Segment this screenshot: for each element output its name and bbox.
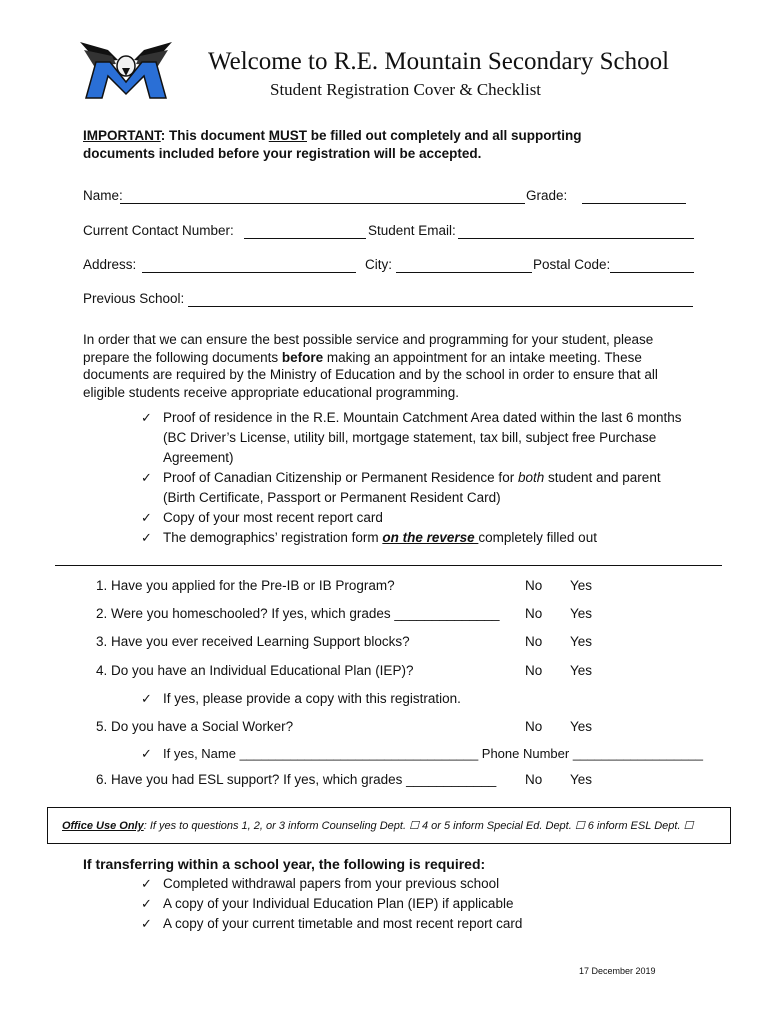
question-6: 6. Have you had ESL support? If yes, which grades ____________ (96, 772, 497, 787)
must-label: MUST (268, 128, 307, 143)
question-1: 1. Have you applied for the Pre-IB or IB Program? (96, 578, 395, 593)
q2-yes[interactable]: Yes (570, 606, 593, 621)
school-logo (78, 36, 174, 102)
checkmark-icon: ✓ (141, 896, 152, 911)
question-4-note: If yes, please provide a copy with this registration. (163, 691, 461, 706)
intro-l2a: prepare the following documents (83, 349, 282, 365)
checkmark-icon: ✓ (141, 691, 152, 706)
section-divider (55, 565, 722, 566)
q6-yes[interactable]: Yes (570, 772, 593, 787)
footer-date: 17 December 2019 (579, 966, 656, 976)
office-use-instructions: : If yes to questions 1, 2, or 3 inform Counseling Dept. ☐ 4 or 5 inform Special Ed. Dept. ☐ 6 inform ESL Dept. ☐ (143, 820, 694, 832)
q1-no[interactable]: No (525, 578, 543, 593)
q3-yes[interactable]: Yes (570, 634, 593, 649)
intro-paragraph (83, 331, 693, 401)
check-item-3: Copy of your most recent report card (163, 510, 383, 525)
question-5: 5. Do you have a Social Worker? (96, 719, 294, 734)
question-3: 3. Have you ever received Learning Support blocks? (96, 634, 410, 649)
transfer-item-3: A copy of your current timetable and most recent report card (163, 916, 523, 931)
address-field[interactable] (142, 272, 356, 273)
address-label: Address: (83, 257, 137, 272)
previous-school-field[interactable] (188, 306, 693, 307)
checkmark-icon: ✓ (141, 746, 152, 761)
important-line2: documents included before your registration will be accepted. (83, 146, 482, 161)
email-label: Student Email: (368, 223, 456, 238)
important-label: IMPORTANT (83, 128, 161, 143)
page-title: Welcome to R.E. Mountain Secondary School (208, 48, 670, 75)
important-notice (83, 128, 582, 143)
question-2: 2. Were you homeschooled? If yes, which grades ______________ (96, 606, 500, 621)
office-use-box (47, 807, 731, 844)
grade-label: Grade: (526, 188, 568, 203)
q3-no[interactable]: No (525, 634, 543, 649)
checkmark-icon: ✓ (141, 470, 152, 485)
name-field[interactable] (120, 203, 525, 204)
page-subtitle: Student Registration Cover & Checklist (270, 80, 542, 99)
intro-line-1: In order that we can ensure the best possible service and programming for your student, please (83, 332, 654, 347)
intro-line-3: documents are required by the Ministry of Education and by the school in order to ensure that all (83, 367, 658, 382)
intro-line-4: eligible students receive appropriate educational programming. (83, 384, 459, 400)
check-item-1-l1: Proof of residence in the R.E. Mountain Catchment Area dated within the last 6 months (163, 410, 682, 425)
contact-field[interactable] (244, 238, 366, 239)
transfer-item-1: Completed withdrawal papers from your previous school (163, 876, 500, 891)
q5-yes[interactable]: Yes (570, 719, 593, 734)
check-item-1-l3: Agreement) (163, 450, 234, 465)
city-field[interactable] (396, 272, 532, 273)
checkmark-icon: ✓ (141, 916, 152, 931)
check-item-2a: Proof of Canadian Citizenship or Permanent Residence for (163, 470, 518, 485)
important-text-b: be filled out completely and all supporting (307, 128, 582, 143)
postal-field[interactable] (610, 272, 694, 273)
transfer-heading: If transferring within a school year, the following is required: (83, 856, 486, 872)
previous-school-label: Previous School: (83, 291, 185, 306)
q6-no[interactable]: No (525, 772, 543, 787)
question-4: 4. Do you have an Individual Educational Plan (IEP)? (96, 663, 414, 678)
q2-no[interactable]: No (525, 606, 543, 621)
transfer-item-2: A copy of your Individual Education Plan (IEP) if applicable (163, 896, 514, 911)
check-item-2-both: both (517, 470, 545, 485)
office-use-label: Office Use Only (62, 820, 144, 832)
important-text-a: : This document (160, 128, 269, 143)
check-item-4 (163, 530, 597, 545)
intro-l2c: making an appointment for an intake meeting. These (323, 349, 642, 365)
intro-line-2 (83, 349, 693, 367)
check-item-2 (163, 470, 661, 485)
check-item-4c: completely filled out (478, 530, 597, 545)
email-field[interactable] (458, 238, 694, 239)
check-item-2-l2: (Birth Certificate, Passport or Permanent Resident Card) (163, 490, 501, 505)
q4-no[interactable]: No (525, 663, 543, 678)
city-label: City: (365, 257, 392, 272)
check-item-2c: student and parent (544, 470, 661, 485)
on-the-reverse: on the reverse (382, 530, 479, 545)
q5-no[interactable]: No (525, 719, 543, 734)
check-item-1-l2: (BC Driver’s License, utility bill, mortgage statement, tax bill, subject free Purchase (163, 430, 657, 445)
q1-yes[interactable]: Yes (570, 578, 593, 593)
intro-before: before (281, 349, 324, 365)
contact-label: Current Contact Number: (83, 223, 234, 238)
question-5-note: If yes, Name _________________________________ Phone Number __________________ (163, 746, 703, 761)
postal-label: Postal Code: (533, 257, 611, 272)
q4-yes[interactable]: Yes (570, 663, 593, 678)
checkmark-icon: ✓ (141, 530, 152, 545)
grade-field[interactable] (582, 203, 686, 204)
office-use-text (62, 819, 693, 832)
checkmark-icon: ✓ (141, 510, 152, 525)
checkmark-icon: ✓ (141, 876, 152, 891)
checkmark-icon: ✓ (141, 410, 152, 425)
check-item-4a: The demographics’ registration form (163, 530, 383, 545)
name-label: Name: (83, 188, 123, 203)
